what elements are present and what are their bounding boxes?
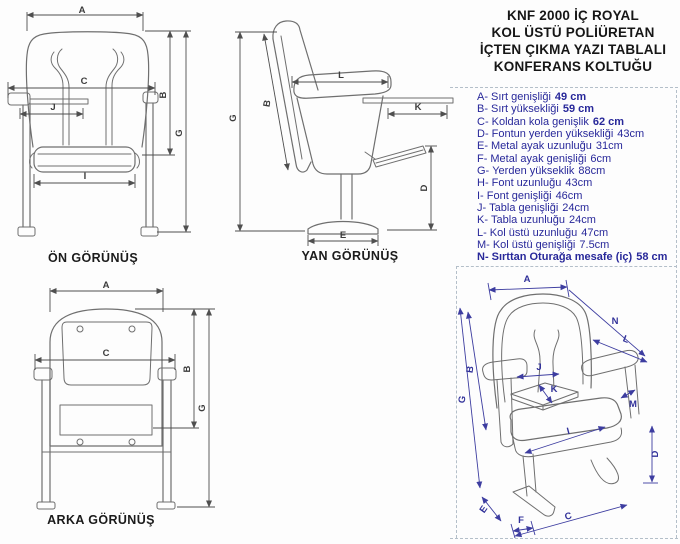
front-left-armrest <box>8 93 30 105</box>
spec-value: 6cm <box>590 152 612 165</box>
spec-key: L- <box>477 226 487 239</box>
back-bolt <box>129 326 135 332</box>
spec-row-F <box>477 153 677 165</box>
title-line-2: KOL ÜSTÜ POLİÜRETAN <box>491 25 655 40</box>
spec-name: Font genişliği <box>486 189 552 202</box>
persp-dim-I: I <box>565 425 572 438</box>
persp-dim-D: D <box>650 450 661 458</box>
spec-key: B- <box>477 103 488 116</box>
persp-dim-G: G <box>456 394 469 405</box>
spec-value: 24cm <box>569 214 596 227</box>
side-view-label: YAN GÖRÜNÜŞ <box>301 249 399 263</box>
back-dim-A: A <box>102 280 110 291</box>
back-dim-C: C <box>102 348 110 359</box>
spec-name: Tabla genişliği <box>489 202 559 215</box>
side-dim-L: L <box>338 70 344 81</box>
side-dim-K: K <box>414 102 422 113</box>
spec-key: D- <box>477 128 489 141</box>
spec-key: G- <box>477 165 490 178</box>
front-dim-C: C <box>80 76 88 87</box>
spec-row-M <box>477 239 677 251</box>
front-dim-A: A <box>78 5 86 16</box>
spec-value: 88cm <box>578 165 606 178</box>
spec-row-E <box>477 140 677 152</box>
persp-dim-M: M <box>629 399 637 410</box>
spec-key: H- <box>477 177 489 190</box>
spec-key: E- <box>477 140 488 153</box>
front-view-label: ÖN GÖRÜNÜŞ <box>47 251 139 265</box>
spec-key: F- <box>477 152 488 165</box>
spec-row-K <box>477 214 677 226</box>
spec-value: 49 cm <box>554 91 587 103</box>
spec-name: Yerden yükseklik <box>492 165 575 178</box>
spec-key: K- <box>477 214 488 227</box>
persp-dim-F: F <box>518 515 524 526</box>
persp-dim-C: C <box>563 510 574 523</box>
spec-row-J <box>477 202 677 214</box>
front-dim-J: J <box>50 102 56 113</box>
dimension-spec-list <box>477 91 677 264</box>
persp-right-armrest <box>582 350 639 375</box>
side-dim-D: D <box>419 184 430 192</box>
spec-value: 59 cm <box>562 103 595 116</box>
persp-dim-B: B <box>464 365 477 374</box>
spec-value: 62 cm <box>592 115 625 128</box>
back-dim-B: B <box>182 365 193 373</box>
dashed-divider-bottom <box>450 538 678 539</box>
spec-key: A- <box>477 91 488 103</box>
back-bolt <box>77 439 83 445</box>
spec-name: Tabla uzunluğu <box>491 214 566 227</box>
front-dim-G: G <box>174 129 185 137</box>
title-block <box>468 7 678 75</box>
back-shell-outline <box>50 309 162 446</box>
spec-value: 24cm <box>562 202 590 215</box>
spec-value: 31cm <box>595 140 623 153</box>
back-lower-panel <box>60 405 152 435</box>
spec-row-B <box>477 103 677 115</box>
spec-row-N <box>477 251 677 263</box>
title-line-1: KNF 2000 İÇ ROYAL <box>507 8 639 23</box>
persp-dim-A: A <box>523 274 531 285</box>
spec-name: Metal ayak genişliği <box>490 152 587 165</box>
spec-name: Font uzunluğu <box>491 177 562 190</box>
side-dim-E: E <box>339 230 347 241</box>
spec-value: 7.5cm <box>579 239 610 252</box>
front-dim-B: B <box>158 91 169 99</box>
spec-value: 46cm <box>555 189 583 202</box>
dashed-divider-middle <box>456 266 677 267</box>
back-bolt <box>77 326 83 332</box>
perspective-view-drawing <box>455 270 677 542</box>
spec-name: Sırt yüksekliği <box>491 103 559 116</box>
spec-name: Sırttan Oturağa mesafe (iç) <box>491 251 633 264</box>
side-tablet-bar <box>363 98 453 103</box>
spec-name: Sırt genişliği <box>491 91 551 103</box>
persp-dim-K: K <box>550 384 558 395</box>
spec-value: 58 cm <box>636 251 668 264</box>
front-right-armrest <box>143 92 158 103</box>
spec-name: Kol üstü uzunluğu <box>489 226 578 239</box>
spec-row-G <box>477 165 677 177</box>
spec-key: J- <box>477 202 487 215</box>
dashed-divider-top <box>450 87 678 88</box>
front-backrest-outline <box>26 32 148 147</box>
spec-name: Kol üstü genişliği <box>492 239 576 252</box>
back-view-drawing <box>5 282 235 522</box>
back-view-label: ARKA GÖRÜNÜŞ <box>47 513 155 527</box>
spec-value: 47cm <box>581 226 609 239</box>
front-view-drawing <box>5 5 205 267</box>
spec-name: Fontun yerden yüksekliği <box>491 128 614 141</box>
spec-row-D <box>477 128 677 140</box>
persp-dim-N: N <box>611 316 619 327</box>
side-dim-G: G <box>228 114 239 122</box>
back-bolt <box>129 439 135 445</box>
spec-row-A <box>477 91 677 103</box>
spec-value: 43cm <box>565 177 593 190</box>
front-tablet-bar <box>30 99 88 104</box>
spec-row-I <box>477 190 677 202</box>
persp-backrest-outline <box>493 294 591 408</box>
spec-key: I- <box>477 189 484 202</box>
spec-key: N- <box>477 251 489 264</box>
spec-row-H <box>477 177 677 189</box>
spec-key: M- <box>477 239 490 252</box>
dashed-border-left <box>456 266 457 538</box>
persp-dim-E: E <box>477 503 491 516</box>
persp-dim-J: J <box>536 362 542 373</box>
persp-dim-L: L <box>621 333 631 346</box>
side-view-drawing <box>225 12 460 264</box>
title-line-4: KONFERANS KOLTUĞU <box>493 59 653 74</box>
front-dim-I: I <box>83 171 87 182</box>
side-dim-B: B <box>261 99 274 108</box>
back-dim-G: G <box>197 404 208 412</box>
dashed-border-right <box>676 90 677 538</box>
spec-name: Koldan kola genişlik <box>491 115 589 128</box>
spec-row-L <box>477 227 677 239</box>
spec-row-C <box>477 116 677 128</box>
front-seat-cushion <box>34 147 135 172</box>
spec-key: C- <box>477 115 489 128</box>
title-line-3: İÇTEN ÇIKMA YAZI TABLALI <box>479 42 667 57</box>
spec-name: Metal ayak uzunluğu <box>491 140 592 153</box>
side-backrest-outline <box>273 21 318 90</box>
side-body-outline <box>297 96 383 174</box>
spec-value: 43cm <box>617 128 645 141</box>
